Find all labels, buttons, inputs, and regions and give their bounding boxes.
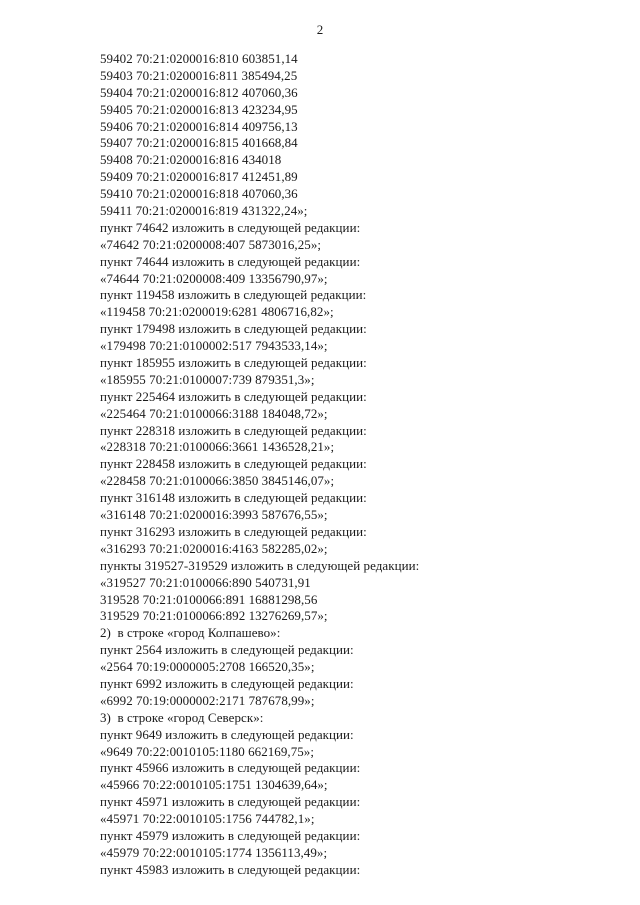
text-line: «45979 70:22:0010105:1774 1356113,49»;: [100, 844, 328, 860]
text-line: пункт 228318 изложить в следующей редакции:: [100, 422, 367, 438]
text-line: пункт 225464 изложить в следующей редакции:: [100, 388, 367, 404]
text-line: 3) в строке «город Северск»:: [100, 709, 264, 725]
text-line: «9649 70:22:0010105:1180 662169,75»;: [100, 743, 315, 759]
text-line: пункт 45971 изложить в следующей редакции:: [100, 794, 361, 810]
text-line: «185955 70:21:0100007:739 879351,3»;: [100, 371, 315, 387]
text-line: пункт 9649 изложить в следующей редакции:: [100, 726, 354, 742]
text-line: 59409 70:21:0200016:817 412451,89: [100, 169, 298, 185]
text-line: 59410 70:21:0200016:818 407060,36: [100, 186, 298, 202]
text-line: 59404 70:21:0200016:812 407060,36: [100, 84, 298, 100]
text-line: 59402 70:21:0200016:810 603851,14: [100, 51, 298, 66]
text-line: 59406 70:21:0200016:814 409756,13: [100, 118, 298, 134]
text-line: «225464 70:21:0100066:3188 184048,72»;: [100, 405, 328, 421]
page-number: 2: [316, 22, 324, 37]
text-line: «74644 70:21:0200008:409 13356790,97»;: [100, 270, 328, 286]
text-line: 319529 70:21:0100066:892 13276269,57»;: [100, 608, 328, 624]
text-line: 59405 70:21:0200016:813 423234,95: [100, 101, 298, 117]
text-line: 59403 70:21:0200016:811 385494,25: [100, 67, 298, 83]
text-line: пункт 45979 изложить в следующей редакции:: [100, 827, 361, 843]
text-line: «228318 70:21:0100066:3661 1436528,21»;: [100, 439, 335, 455]
text-line: «316148 70:21:0200016:3993 587676,55»;: [100, 507, 328, 523]
text-line: «319527 70:21:0100066:890 540731,91: [100, 574, 311, 590]
text-line: 2) в строке «город Колпашево»:: [100, 625, 281, 641]
text-line: пункты 319527-319529 изложить в следующей редакции:: [100, 557, 420, 573]
text-line: пункт 45966 изложить в следующей редакции:: [100, 760, 361, 776]
text-line: пункт 228458 изложить в следующей редакции:: [100, 456, 367, 472]
text-line: пункт 316293 изложить в следующей редакции:: [100, 523, 367, 539]
text-line: 59408 70:21:0200016:816 434018: [100, 152, 282, 168]
text-line: «119458 70:21:0200019:6281 4806716,82»;: [100, 304, 334, 320]
text-line: «316293 70:21:0200016:4163 582285,02»;: [100, 540, 328, 556]
text-line: «228458 70:21:0100066:3850 3845146,07»;: [100, 473, 335, 489]
text-line: «74642 70:21:0200008:407 5873016,25»;: [100, 236, 322, 252]
text-line: «2564 70:19:0000005:2708 166520,35»;: [100, 659, 315, 675]
text-line: пункт 179498 изложить в следующей редакции:: [100, 321, 367, 337]
text-line: пункт 2564 изложить в следующей редакции:: [100, 642, 354, 658]
text-line: пункт 316148 изложить в следующей редакции:: [100, 490, 367, 506]
text-line: 59407 70:21:0200016:815 401668,84: [100, 135, 298, 151]
text-line: пункт 74644 изложить в следующей редакции:: [100, 253, 361, 269]
text-line: 59411 70:21:0200016:819 431322,24»;: [100, 203, 308, 219]
text-line: пункт 45983 изложить в следующей редакции:: [100, 861, 361, 877]
text-line: пункт 6992 изложить в следующей редакции:: [100, 675, 354, 691]
text-line: «6992 70:19:0000002:2171 787678,99»;: [100, 692, 315, 708]
text-line: пункт 119458 изложить в следующей редакции:: [100, 287, 367, 303]
text-line: «45966 70:22:0010105:1751 1304639,64»;: [100, 777, 328, 793]
text-line: пункт 185955 изложить в следующей редакции:: [100, 355, 367, 371]
text-line: «179498 70:21:0100002:517 7943533,14»;: [100, 338, 328, 354]
document-body: [100, 51, 600, 879]
text-line: пункт 74642 изложить в следующей редакции:: [100, 219, 361, 235]
text-line: 319528 70:21:0100066:891 16881298,56: [100, 591, 318, 607]
text-line: «45971 70:22:0010105:1756 744782,1»;: [100, 811, 315, 827]
